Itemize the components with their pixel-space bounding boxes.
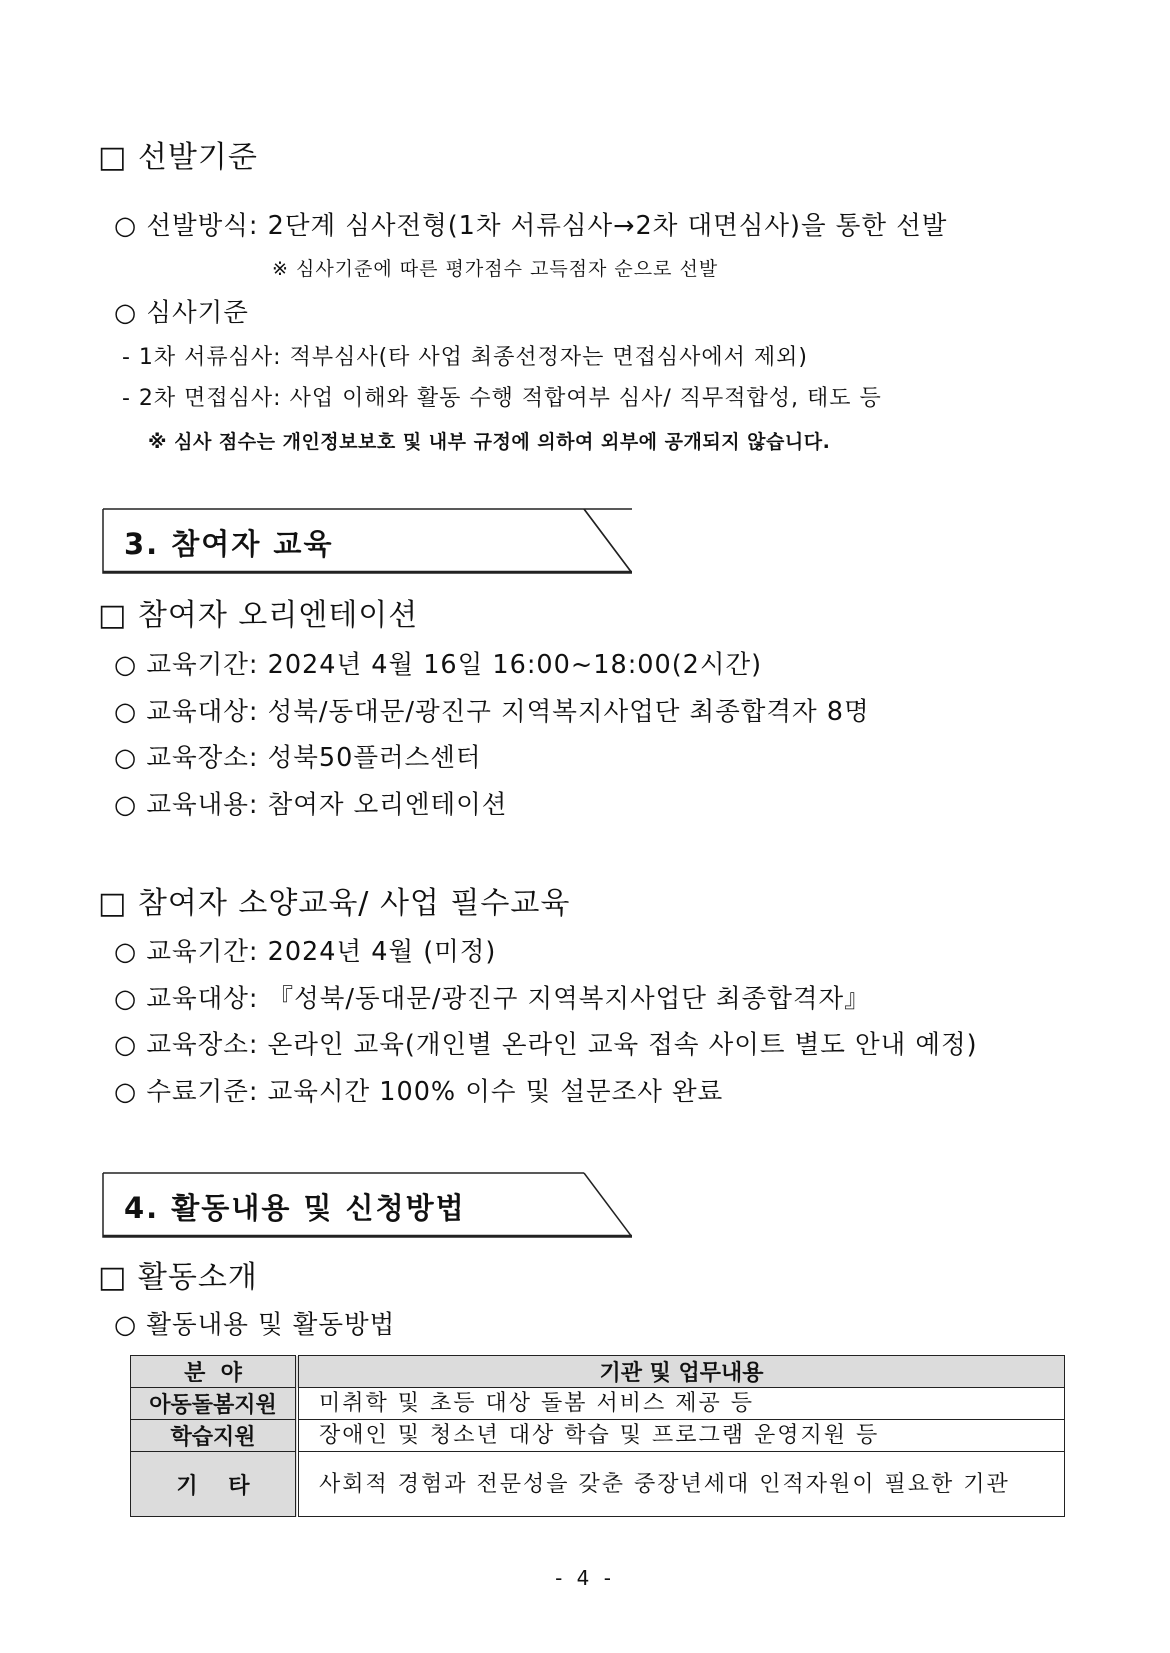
square-bullet-icon: □ bbox=[98, 886, 128, 921]
page-number: - 4 - bbox=[555, 1566, 615, 1590]
circle-bullet-icon: ○ bbox=[114, 697, 138, 727]
orientation-item: ○ 교육내용: 참여자 오리엔테이션 bbox=[114, 790, 508, 820]
table-row bbox=[131, 1420, 1065, 1452]
section3-title: 3. 참여자 교육 bbox=[124, 527, 334, 561]
activity-table bbox=[130, 1355, 1065, 1517]
section4-title: 4. 활동내용 및 신청방법 bbox=[124, 1191, 466, 1225]
circle-bullet-icon: ○ bbox=[114, 984, 138, 1014]
orientation-item: ○ 교육장소: 성북50플러스센터 bbox=[114, 743, 482, 773]
required-education-item: ○ 교육장소: 온라인 교육(개인별 온라인 교육 접속 사이트 별도 안내 예정) bbox=[114, 1030, 978, 1060]
table-cell-desc: 사회적 경험과 전문성을 갖춘 중장년세대 인적자원이 필요한 기관 bbox=[297, 1452, 1065, 1517]
orientation-item: ○ 교육기간: 2024년 4월 16일 16:00~18:00(2시간) bbox=[114, 650, 763, 680]
square-bullet-icon: □ bbox=[98, 1260, 128, 1295]
table-cell-desc: 장애인 및 청소년 대상 학습 및 프로그램 운영지원 등 bbox=[297, 1420, 1065, 1452]
section3-header bbox=[102, 508, 632, 574]
activity-intro-item: ○ 활동내용 및 활동방법 bbox=[114, 1310, 396, 1340]
square-bullet-icon: □ bbox=[98, 598, 128, 633]
circle-bullet-icon: ○ bbox=[114, 298, 138, 328]
review-second-stage: - 2차 면접심사: 사업 이해와 활동 수행 적합여부 심사/ 직무적합성, 태도 등 bbox=[122, 386, 882, 411]
circle-bullet-icon: ○ bbox=[114, 790, 138, 820]
table-cell-field: 기 타 bbox=[131, 1452, 298, 1517]
circle-bullet-icon: ○ bbox=[114, 211, 138, 241]
review-criteria-item: ○ 심사기준 bbox=[114, 298, 249, 328]
section4-header bbox=[102, 1172, 632, 1238]
table-header-row bbox=[131, 1356, 1065, 1388]
square-bullet-icon: □ bbox=[98, 140, 128, 175]
table-cell-desc: 미취학 및 초등 대상 돌봄 서비스 제공 등 bbox=[297, 1388, 1065, 1420]
circle-bullet-icon: ○ bbox=[114, 937, 138, 967]
required-education-item: ○ 교육대상: 『성북/동대문/광진구 지역복지사업단 최종합격자』 bbox=[114, 984, 871, 1014]
table-header-field: 분 야 bbox=[131, 1356, 298, 1388]
circle-bullet-icon: ○ bbox=[114, 1310, 138, 1340]
activity-intro-heading: □ 활동소개 bbox=[98, 1260, 258, 1295]
table-cell-field: 아동돌봄지원 bbox=[131, 1388, 298, 1420]
circle-bullet-icon: ○ bbox=[114, 1030, 138, 1060]
review-score-note: ※ 심사 점수는 개인정보보호 및 내부 규정에 의하여 외부에 공개되지 않습니다. bbox=[148, 431, 831, 453]
selection-method-item: ○ 선발방식: 2단계 심사전형(1차 서류심사→2차 대면심사)을 통한 선발 bbox=[114, 211, 948, 241]
orientation-heading: □ 참여자 오리엔테이션 bbox=[98, 598, 419, 633]
table-cell-field: 학습지원 bbox=[131, 1420, 298, 1452]
selection-method-note: ※ 심사기준에 따른 평가점수 고득점자 순으로 선발 bbox=[272, 258, 719, 280]
circle-bullet-icon: ○ bbox=[114, 650, 138, 680]
circle-bullet-icon: ○ bbox=[114, 743, 138, 773]
required-education-item: ○ 교육기간: 2024년 4월 (미정) bbox=[114, 937, 497, 967]
required-education-item: ○ 수료기준: 교육시간 100% 이수 및 설문조사 완료 bbox=[114, 1077, 724, 1107]
review-first-stage: - 1차 서류심사: 적부심사(타 사업 최종선정자는 면접심사에서 제외) bbox=[122, 345, 809, 370]
criteria-heading: □ 선발기준 bbox=[98, 140, 258, 175]
orientation-item: ○ 교육대상: 성북/동대문/광진구 지역복지사업단 최종합격자 8명 bbox=[114, 697, 870, 727]
table-header-desc: 기관 및 업무내용 bbox=[297, 1356, 1065, 1388]
table-row bbox=[131, 1388, 1065, 1420]
circle-bullet-icon: ○ bbox=[114, 1077, 138, 1107]
required-education-heading: □ 참여자 소양교육/ 사업 필수교육 bbox=[98, 886, 571, 921]
table-row bbox=[131, 1452, 1065, 1517]
